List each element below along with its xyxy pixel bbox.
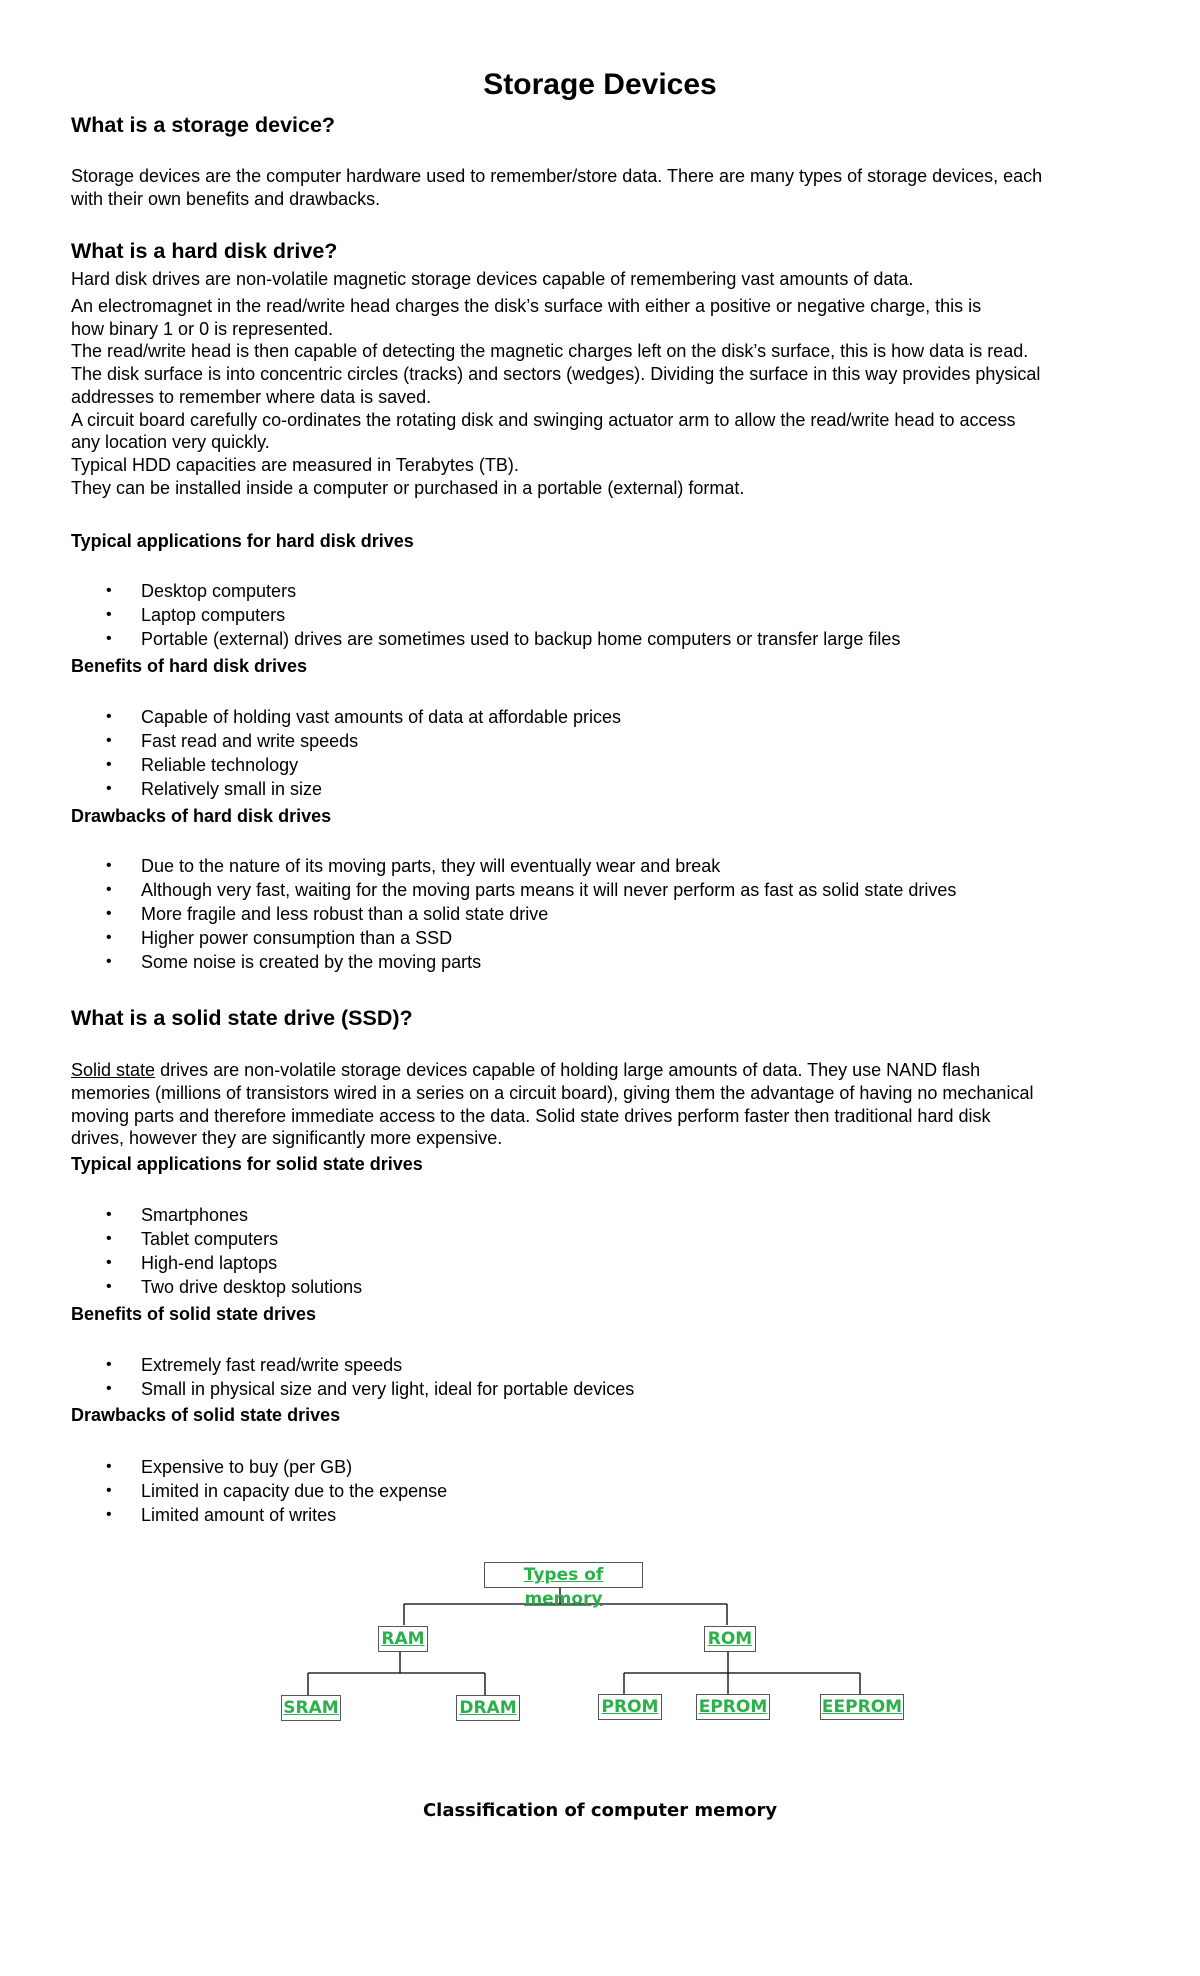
bullet-icon: • xyxy=(106,1380,112,1397)
paragraph-line: Storage devices are the computer hardware used to remember/store data. There are many types of storage devices, each xyxy=(71,166,1043,186)
bullet-icon: • xyxy=(106,881,112,898)
paragraph-line: They can be installed inside a computer or purchased in a portable (external) format. xyxy=(71,478,745,498)
bullet-icon: • xyxy=(106,1458,112,1475)
paragraph-line: The disk surface is into concentric circles (tracks) and sectors (wedges). Dividing the surface in this way provides physical xyxy=(71,364,1041,384)
bullet-icon: • xyxy=(106,1506,112,1523)
bullet-icon: • xyxy=(106,1230,112,1247)
heading-hdd-drawbacks: Drawbacks of hard disk drives xyxy=(71,806,332,826)
paragraph-line: An electromagnet in the read/write head charges the disk’s surface with either a positive or negative charge, this is xyxy=(71,296,982,316)
bullet-icon: • xyxy=(106,905,112,922)
node-sram: SRAM xyxy=(281,1695,341,1721)
bullet-icon: • xyxy=(106,953,112,970)
paragraph-line: any location very quickly. xyxy=(71,432,270,452)
paragraph-line: addresses to remember where data is saved. xyxy=(71,387,432,407)
bullet-icon: • xyxy=(106,857,112,874)
node-prom: PROM xyxy=(598,1694,662,1720)
paragraph-line: The read/write head is then capable of detecting the magnetic charges left on the disk’s surface, this is how data is read. xyxy=(71,341,1029,361)
bullet-icon: • xyxy=(106,780,112,797)
paragraph-line: Solid state drives are non-volatile storage devices capable of holding large amounts of data. They use NAND flash xyxy=(71,1060,981,1080)
node-rom: ROM xyxy=(704,1626,756,1652)
bullet-icon: • xyxy=(106,630,112,647)
bullet-icon: • xyxy=(106,732,112,749)
bullet-icon: • xyxy=(106,1278,112,1295)
paragraph-line: how binary 1 or 0 is represented. xyxy=(71,319,334,339)
heading-ssd-benefits: Benefits of solid state drives xyxy=(71,1304,317,1324)
paragraph-line: memories (millions of transistors wired in a series on a circuit board), giving them the advantage of having no mechanical xyxy=(71,1083,1034,1103)
heading-what-is-ssd: What is a solid state drive (SSD)? xyxy=(71,1006,413,1030)
heading-what-is-storage-device: What is a storage device? xyxy=(71,113,336,137)
bullet-icon: • xyxy=(106,606,112,623)
paragraph-line: moving parts and therefore immediate access to the data. Solid state drives perform faster then traditional hard disk xyxy=(71,1106,991,1126)
node-eeprom: EEPROM xyxy=(820,1694,904,1720)
document-page: Storage Devices What is a storage device? Storage devices are the computer hardware used to remember/store data. There are many types of storage devices, each with their own benefits and drawbacks. What is a hard disk drive? Hard disk drives are non-volatile magnetic storage devices capable of remembering vast amounts of data. An electromagnet in the read/write head charges the disk’s surface with either a positive or negative charge, this is how binary 1 or 0 is represented. The read/write head is then capable of detecting the magnetic charges left on the disk’s surface, this is how data is read. The disk surface is into concentric circles (tracks) and sectors (wedges). Dividing the surface in this way provides physical addresses to remember where data is saved. A circuit board carefully co-ordinates the rotating disk and swinging actuator arm to allow the read/write head to access any location very quickly. Typical HDD capacities are measured in Terabytes (TB). They can be installed inside a computer or purchased in a portable (external) format. Typical applications for hard disk drives • Desktop computers • Laptop computers • Portable (external) drives are sometimes used to backup home computers or transfer large files Benefits of hard disk drives • Capable of holding vast amounts of data at affordable prices • Fast read and write speeds • Reliable technology • Relatively small in size Drawbacks of hard disk drives • Due to the nature of its moving parts, they will eventually wear and break • Although very fast, waiting for the moving parts means it will never perform as fast as solid state drives • More fragile and less robust than a solid state drive • Higher power consumption than a SSD • Some noise is created by the moving parts What is a solid state drive (SSD)? Solid state drives are non-volatile storage devices capable of holding large amounts of data. They use NAND flash memories (millions of transistors wired in a series on a circuit board), giving them the advantage of having no mechanical moving parts and therefore immediate access to the data. Solid state drives perform faster then traditional hard disk drives, however they are significantly more expensive. Typical applications for solid state drives • Smartphones • Tablet computers • High-end laptops • Two drive desktop solutions Benefits of solid state drives • Extremely fast read/write speeds • Small in physical size and very light, ideal for portable devices Drawbacks of solid state drives • Expensive to buy (per GB) • Limited in capacity due to the expense • Limited amount of writes Types of memory RAM ROM SRAM DRAM PROM EPROM EEPROM Classification of computer memory xyxy=(0,0,1200,1976)
bullet-icon: • xyxy=(106,582,112,599)
diagram-caption: Classification of computer memory xyxy=(422,1800,778,1821)
node-eprom: EPROM xyxy=(696,1694,770,1720)
bullet-icon: • xyxy=(106,708,112,725)
bullet-icon: • xyxy=(106,929,112,946)
bullet-icon: • xyxy=(106,756,112,773)
memory-classification-diagram xyxy=(0,1560,1200,1840)
heading-ssd-applications: Typical applications for solid state drives xyxy=(71,1154,423,1174)
paragraph-line: A circuit board carefully co-ordinates the rotating disk and swinging actuator arm to allow the read/write head to access xyxy=(71,410,1016,430)
underlined-term: Solid state xyxy=(71,1060,156,1080)
page-title: Storage Devices xyxy=(483,68,717,101)
node-ram: RAM xyxy=(378,1626,428,1652)
heading-ssd-drawbacks: Drawbacks of solid state drives xyxy=(71,1405,341,1425)
heading-hdd-benefits: Benefits of hard disk drives xyxy=(71,656,308,676)
paragraph-line: with their own benefits and drawbacks. xyxy=(71,189,381,209)
bullet-icon: • xyxy=(106,1356,112,1373)
paragraph-line: Typical HDD capacities are measured in Terabytes (TB). xyxy=(71,455,519,475)
node-types-of-memory: Types of memory xyxy=(484,1562,643,1588)
paragraph-line: drives, however they are significantly more expensive. xyxy=(71,1128,503,1148)
heading-what-is-hdd: What is a hard disk drive? xyxy=(71,239,338,263)
heading-hdd-applications: Typical applications for hard disk drives xyxy=(71,531,414,551)
bullet-icon: • xyxy=(106,1482,112,1499)
bullet-icon: • xyxy=(106,1206,112,1223)
bullet-icon: • xyxy=(106,1254,112,1271)
node-dram: DRAM xyxy=(456,1695,520,1721)
paragraph-line: Hard disk drives are non-volatile magnetic storage devices capable of remembering vast amounts of data. xyxy=(71,269,914,289)
